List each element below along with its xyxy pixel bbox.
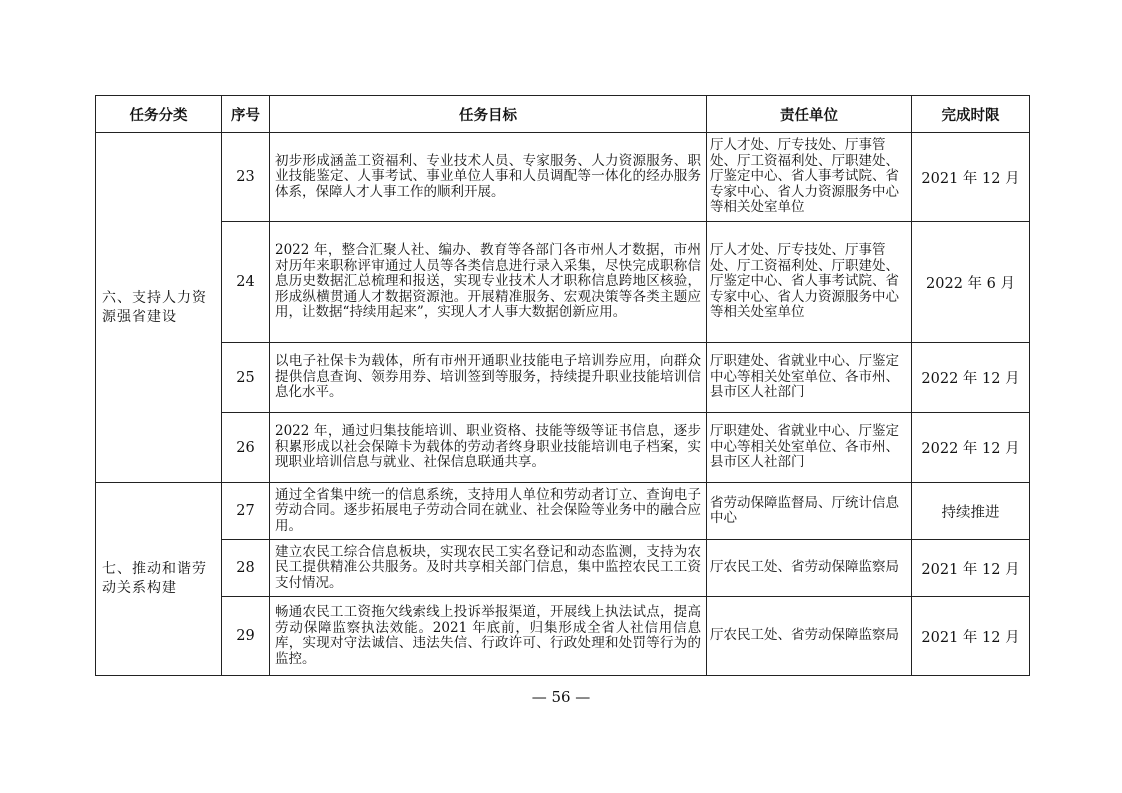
category-cell: 六、支持人力资源强省建设 [96, 133, 222, 483]
task-goal: 建立农民工综合信息板块，实现农民工实名登记和动态监测，支持为农民工提供精准公共服务。及时共享相关部门信息，集中监控农民工工资支付情况。 [270, 540, 707, 597]
table-row [96, 343, 1030, 413]
deadline: 2021 年 12 月 [912, 133, 1030, 222]
table-row [96, 483, 1030, 540]
task-table [95, 95, 1030, 676]
responsible-unit: 厅农民工处、省劳动保障监察局 [707, 540, 912, 597]
header-number: 序号 [222, 96, 270, 133]
page-number: — 56 — [531, 688, 591, 706]
task-goal: 2022 年，通过归集技能培训、职业资格、技能等级等证书信息，逐步积累形成以社会保障卡为载体的劳动者终身职业技能培训电子档案，实现职业培训信息与就业、社保信息联通共享。 [270, 413, 707, 483]
table-row [96, 540, 1030, 597]
deadline: 2022 年 12 月 [912, 343, 1030, 413]
responsible-unit: 厅职建处、省就业中心、厅鉴定中心等相关处室单位、各市州、县市区人社部门 [707, 413, 912, 483]
row-number: 25 [222, 343, 270, 413]
responsible-unit: 省劳动保障监督局、厅统计信息中心 [707, 483, 912, 540]
header-deadline: 完成时限 [912, 96, 1030, 133]
deadline: 2022 年 12 月 [912, 413, 1030, 483]
row-number: 23 [222, 133, 270, 222]
task-goal: 初步形成涵盖工资福利、专业技术人员、专家服务、人力资源服务、职业技能鉴定、人事考试、事业单位人事和人员调配等一体化的经办服务体系，保障人才人事工作的顺利开展。 [270, 133, 707, 222]
row-number: 24 [222, 222, 270, 343]
row-number: 27 [222, 483, 270, 540]
responsible-unit: 厅人才处、厅专技处、厅事管处、厅工资福利处、厅职建处、厅鉴定中心、省人事考试院、省专家中心、省人力资源服务中心等相关处室单位 [707, 222, 912, 343]
row-number: 29 [222, 597, 270, 676]
responsible-unit: 厅农民工处、省劳动保障监察局 [707, 597, 912, 676]
row-number: 28 [222, 540, 270, 597]
task-goal: 2022 年，整合汇聚人社、编办、教育等各部门各市州人才数据，市州对历年来职称评审通过人员等各类信息进行录入采集，尽快完成职称信息历史数据汇总梳理和报送，实现专业技术人才职称信息跨地区核验，形成纵横贯通人才数据资源池。开展精准服务、宏观决策等各类主题应用，让数据“持续用起来”，实现人才人事大数据创新应用。 [270, 222, 707, 343]
deadline: 2022 年 6 月 [912, 222, 1030, 343]
table-row [96, 413, 1030, 483]
header-unit: 责任单位 [707, 96, 912, 133]
deadline: 持续推进 [912, 483, 1030, 540]
task-goal: 以电子社保卡为载体，所有市州开通职业技能电子培训券应用，向群众提供信息查询、领券用券、培训签到等服务，持续提升职业技能培训信息化水平。 [270, 343, 707, 413]
deadline: 2021 年 12 月 [912, 597, 1030, 676]
deadline: 2021 年 12 月 [912, 540, 1030, 597]
header-category: 任务分类 [96, 96, 222, 133]
responsible-unit: 厅职建处、省就业中心、厅鉴定中心等相关处室单位、各市州、县市区人社部门 [707, 343, 912, 413]
task-goal: 畅通农民工工资拖欠线索线上投诉举报渠道，开展线上执法试点，提高劳动保障监察执法效能。2021 年底前，归集形成全省人社信用信息库，实现对守法诚信、违法失信、行政许可、行政处理和处罚等行为的监控。 [270, 597, 707, 676]
category-cell: 七、推动和谐劳动关系构建 [96, 483, 222, 676]
header-goal: 任务目标 [270, 96, 707, 133]
responsible-unit: 厅人才处、厅专技处、厅事管处、厅工资福利处、厅职建处、厅鉴定中心、省人事考试院、省专家中心、省人力资源服务中心等相关处室单位 [707, 133, 912, 222]
table-row [96, 597, 1030, 676]
row-number: 26 [222, 413, 270, 483]
task-goal: 通过全省集中统一的信息系统，支持用人单位和劳动者订立、查询电子劳动合同。逐步拓展电子劳动合同在就业、社会保险等业务中的融合应用。 [270, 483, 707, 540]
table-row [96, 222, 1030, 343]
table-header-row [96, 96, 1030, 133]
table-row [96, 133, 1030, 222]
